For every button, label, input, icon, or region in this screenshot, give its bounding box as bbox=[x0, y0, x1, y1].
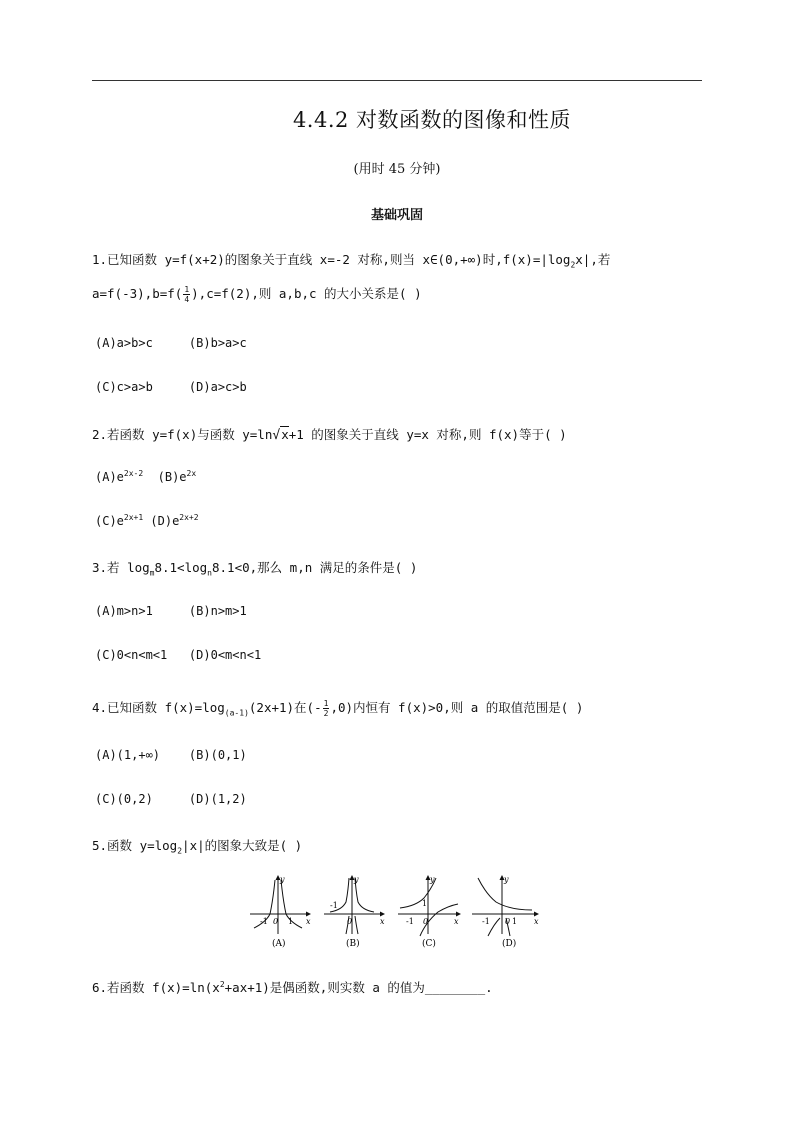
graph-c-xlabel: x bbox=[454, 917, 459, 926]
q2-opt-a: (A)e bbox=[95, 470, 124, 484]
graph-c-ylabel: y bbox=[430, 875, 435, 884]
graph-a-tick-0: 0 bbox=[273, 917, 279, 926]
q3-options-1: (A)m>n>1 (B)n>m>1 bbox=[95, 604, 247, 618]
q1-text-d: ),c=f(2),则 a,b,c 的大小关系是( ) bbox=[191, 286, 422, 301]
q2-options-1 bbox=[95, 469, 196, 484]
graph-b-tick-0: 0 bbox=[347, 917, 353, 926]
graph-d-tick-neg1: -1 bbox=[482, 917, 490, 926]
graph-c-tick-1y: 1 bbox=[422, 899, 428, 908]
graph-d-label: (D) bbox=[502, 939, 517, 949]
q2-opt-c-exp: 2x+1 bbox=[123, 513, 144, 522]
q2-line bbox=[92, 425, 567, 443]
graph-b-tick-neg1: -1 bbox=[330, 901, 338, 910]
q1-frac-den: 4 bbox=[184, 295, 190, 304]
q1-options-2: (C)c>a>b (D)a>c>b bbox=[95, 380, 247, 394]
q3-line bbox=[92, 558, 417, 578]
q1-line1 bbox=[92, 250, 610, 270]
graph-c bbox=[398, 876, 460, 936]
graph-a-tick-1: 1 bbox=[288, 917, 294, 926]
graph-a-xlabel: x bbox=[306, 917, 311, 926]
q4-text-c: ,0)内恒有 f(x)>0,则 a 的取值范围是( ) bbox=[330, 700, 584, 715]
q2-opt-d-exp: 2x+2 bbox=[179, 513, 199, 522]
graph-b-label: (B) bbox=[346, 939, 360, 949]
q3-sub-m: m bbox=[149, 568, 155, 578]
q2-options-2 bbox=[95, 513, 199, 528]
q4-options-1: (A)(1,+∞) (B)(0,1) bbox=[95, 748, 247, 762]
graph-d-ylabel: y bbox=[504, 875, 509, 884]
q6-line bbox=[92, 978, 493, 996]
q2-sqrt-arg: x bbox=[281, 427, 289, 442]
q1-line2 bbox=[92, 284, 422, 304]
q5-graphs bbox=[248, 872, 548, 952]
graph-a-label: (A) bbox=[272, 939, 286, 949]
q4-text-a: 4.已知函数 f(x)=log bbox=[92, 700, 225, 715]
q1-text-a: 1.已知函数 y=f(x+2)的图象关于直线 x=-2 对称,则当 x∈(0,+∞)时,f(x)=|log bbox=[92, 252, 571, 267]
q3-text-a: 3.若 log bbox=[92, 560, 150, 575]
q2-opt-a-exp: 2x-2 bbox=[123, 469, 144, 478]
q5-graphs-svg bbox=[248, 872, 548, 952]
time-note: (用时 45 分钟) bbox=[353, 162, 441, 177]
q2-opt-b: (B)e bbox=[143, 470, 187, 484]
q2-opt-d: (D)e bbox=[143, 514, 180, 528]
q1-text-b: x|,若 bbox=[575, 252, 611, 267]
sqrt-sign: √ bbox=[272, 428, 281, 443]
graph-d-xlabel: x bbox=[534, 917, 539, 926]
q4-options-2: (C)(0,2) (D)(1,2) bbox=[95, 792, 247, 806]
q4-sub: (a-1) bbox=[224, 708, 249, 718]
q1-options-1: (A)a>b>c (B)b>a>c bbox=[95, 336, 247, 350]
q5-sub: 2 bbox=[177, 846, 183, 856]
graph-d-tick-1: 1 bbox=[512, 917, 518, 926]
graph-c-label: (C) bbox=[422, 939, 436, 949]
q1-frac-num: 1 bbox=[184, 285, 190, 294]
q4-frac-den: 2 bbox=[323, 709, 329, 718]
q2-text-b: +1 的图象关于直线 y=x 对称,则 f(x)等于( ) bbox=[288, 427, 567, 442]
q2-opt-c: (C)e bbox=[95, 514, 124, 528]
q1-sub: 2 bbox=[570, 260, 576, 270]
header-rule bbox=[92, 80, 702, 81]
q4-line bbox=[92, 698, 583, 718]
q5-text-b: |x|的图象大致是( ) bbox=[182, 838, 303, 853]
graph-b-ylabel: y bbox=[354, 875, 359, 884]
q5-line bbox=[92, 836, 302, 856]
q3-sub-n: n bbox=[207, 568, 212, 578]
graph-a bbox=[250, 876, 310, 934]
q3-options-2: (C)0<n<m<1 (D)0<m<n<1 bbox=[95, 648, 262, 662]
q3-text-c: 8.1<0,那么 m,n 满足的条件是( ) bbox=[212, 560, 418, 575]
q5-text-a: 5.函数 y=log bbox=[92, 838, 178, 853]
q6-sup: 2 bbox=[219, 979, 225, 989]
q3-text-b: 8.1<log bbox=[154, 560, 208, 575]
graph-c-tick-0: 0 bbox=[423, 917, 429, 926]
q4-text-b: (2x+1)在(- bbox=[248, 700, 322, 715]
q6-text-b: +ax+1)是偶函数,则实数 a 的值为________. bbox=[224, 980, 493, 995]
graph-d-tick-0: 0 bbox=[505, 917, 511, 926]
graph-b-xlabel: x bbox=[380, 917, 385, 926]
graph-c-tick-neg1: -1 bbox=[406, 917, 414, 926]
q1-text-c: a=f(-3),b=f( bbox=[92, 286, 183, 301]
q4-fraction bbox=[323, 699, 330, 718]
q1-fraction bbox=[183, 285, 190, 304]
q2-opt-b-exp: 2x bbox=[186, 469, 197, 478]
q2-text-a: 2.若函数 y=f(x)与函数 y=ln bbox=[92, 427, 273, 442]
page-title: 4.4.2 对数函数的图像和性质 bbox=[292, 108, 572, 132]
graph-d bbox=[472, 876, 538, 936]
graph-a-ylabel: y bbox=[280, 875, 285, 884]
section-heading: 基础巩固 bbox=[370, 208, 423, 223]
graph-a-tick-neg1: -1 bbox=[260, 917, 268, 926]
q6-text-a: 6.若函数 f(x)=ln(x bbox=[92, 980, 220, 995]
q4-frac-num: 1 bbox=[323, 699, 329, 708]
